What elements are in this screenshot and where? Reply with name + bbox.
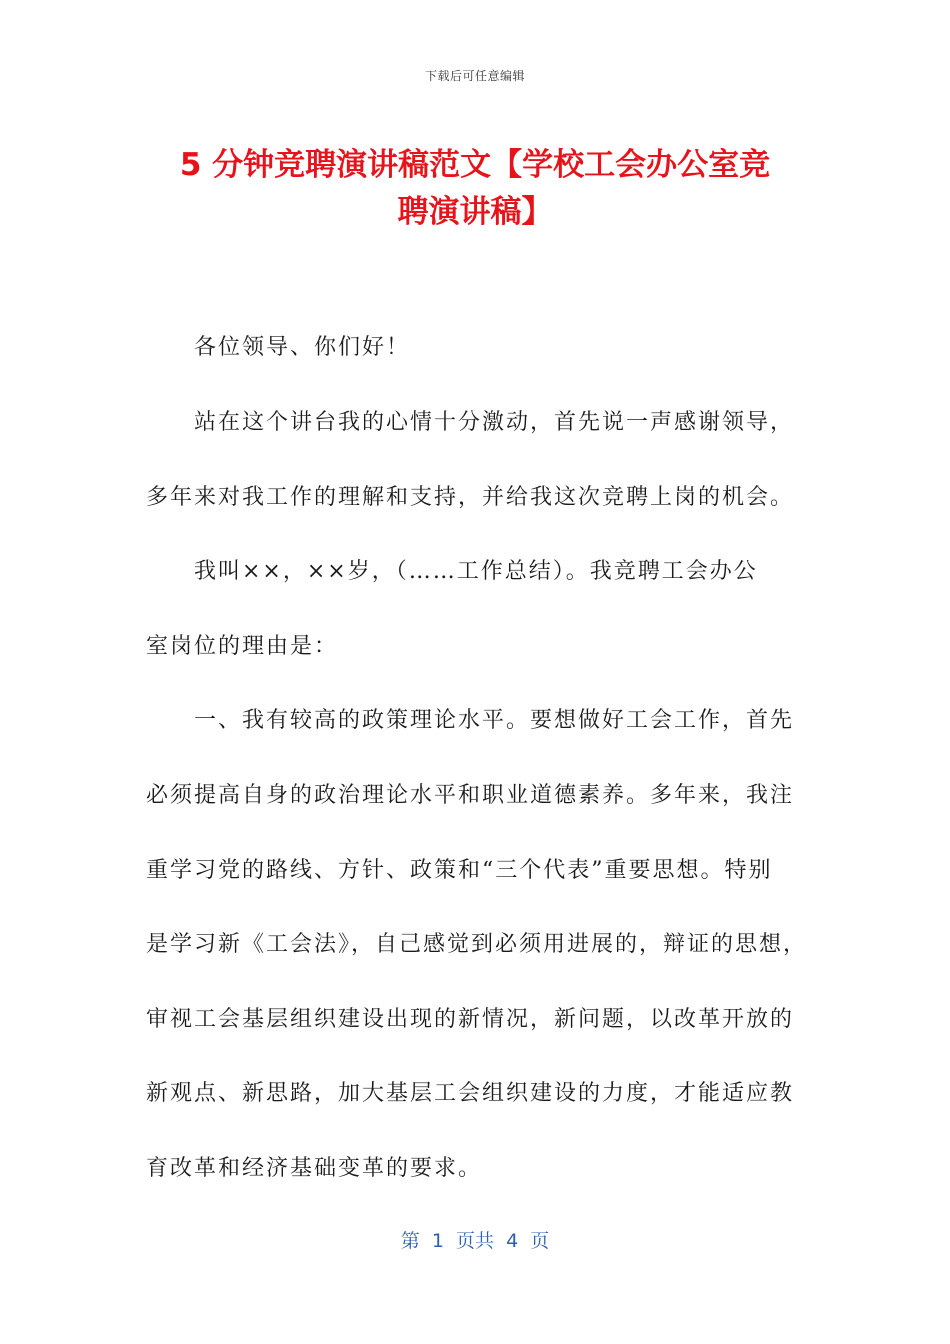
body-line: 重学习党的路线、方针、政策和“三个代表”重要思想。特别: [146, 858, 773, 883]
body-line: 多年来对我工作的理解和支持，并给我这次竞聘上岗的机会。: [146, 485, 795, 510]
title-line-1: 5 分钟竞聘演讲稿范文【学校工会办公室竞: [179, 147, 771, 183]
document-title: [145, 142, 805, 236]
header-note: 下载后可任意编辑: [424, 69, 525, 83]
body-line: 站在这个讲台我的心情十分激动，首先说一声感谢领导，: [194, 410, 795, 435]
body-line: 新观点、新思路，加大基层工会组织建设的力度，才能适应教: [146, 1081, 795, 1106]
body-line: 审视工会基层组织建设出现的新情况，新问题，以改革开放的: [146, 1007, 795, 1032]
body-line: 室岗位的理由是：: [146, 634, 339, 659]
title-line-2: 聘演讲稿】: [397, 194, 553, 230]
body-line: 必须提高自身的政治理论水平和职业道德素养。多年来，我注: [146, 783, 795, 808]
page-number-footer: 第 1 页共 4 页: [400, 1230, 550, 1252]
body-line: 我叫××，××岁，（……工作总结）。我竞聘工会办公: [194, 559, 758, 584]
body-line: 一、我有较高的政策理论水平。要想做好工会工作，首先: [194, 708, 795, 733]
body-line: 育改革和经济基础变革的要求。: [146, 1156, 483, 1181]
body-line: 是学习新《工会法》，自己感觉到必须用进展的，辩证的思想，: [146, 932, 808, 957]
body-line: 各位领导、你们好！: [194, 335, 411, 360]
